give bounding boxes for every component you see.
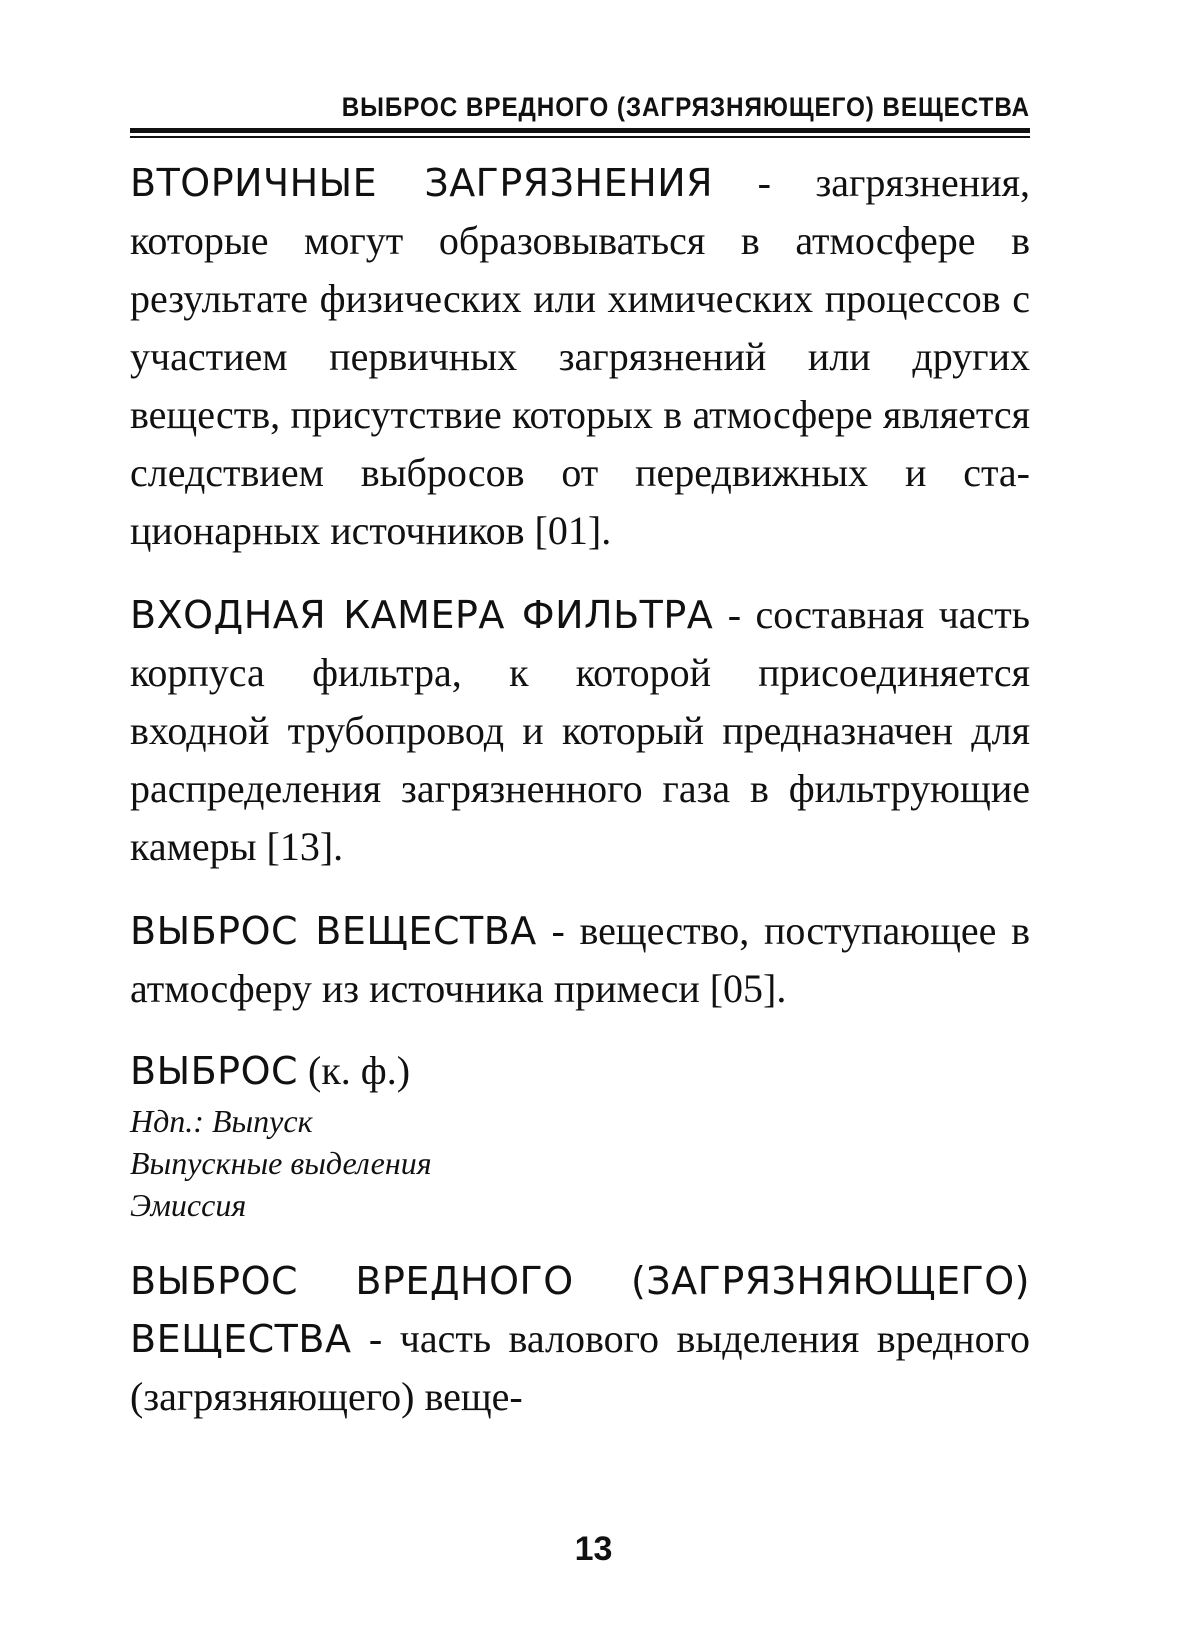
entry-qualifier: (к. ф.) xyxy=(298,1048,411,1093)
entry-term: ВЫБРОС ВЕЩЕСТВА xyxy=(130,909,537,953)
entry-dash: - xyxy=(713,160,816,205)
entry-secondary-pollution xyxy=(130,154,1030,560)
header-rule-thick xyxy=(130,128,1030,133)
synonym-item: Эмиссия xyxy=(130,1187,247,1223)
synonym-list xyxy=(130,1100,1030,1226)
entry-heading xyxy=(130,1042,1030,1100)
entry-term: ВТОРИЧНЫЕ ЗАГРЯЗНЕНИЯ xyxy=(130,161,714,205)
entry-dash: - xyxy=(536,908,580,953)
entry-dash: - xyxy=(713,592,756,637)
entry-definition: загрязнения, которые могут образовываться в атмосфере в результате физических или химических процессов с участием первичных загрязнений или других веществ, присутствие которых в атмосфере является следствием выбросов от передвижных и стационарных источников [01]. xyxy=(130,160,1030,553)
entry-definition: составная часть корпуса фильтра, к которой присоединяется входной трубопровод и который предназначен для распределения загрязненного газа в фильтрующие камеры [13]. xyxy=(130,592,1030,869)
entry-term: ВХОДНАЯ КАМЕРА ФИЛЬТРА xyxy=(130,593,714,637)
running-head: ВЫБРОС ВРЕДНОГО (ЗАГРЯЗНЯЮЩЕГО) ВЕЩЕСТВА xyxy=(341,92,1030,122)
entry-filter-inlet-chamber xyxy=(130,586,1030,876)
header-rule-thin xyxy=(130,136,1030,138)
entry-term: ВЫБРОС xyxy=(130,1049,299,1093)
entry-harmful-substance-emission xyxy=(130,1252,1030,1426)
synonym-item: Ндп.: Выпуск xyxy=(130,1103,313,1139)
entry-definition: вещество, поступающее в атмосферу из источника примеси [05]. xyxy=(130,908,1030,1011)
entry-substance-emission xyxy=(130,902,1030,1018)
entry-emission-keyword xyxy=(130,1042,1030,1226)
entry-dash: - xyxy=(351,1316,400,1361)
entry-definition: часть валового выделения вредного (загрязняющего) веще- xyxy=(130,1316,1031,1419)
entry-term: ВЫБРОС ВРЕДНОГО (ЗАГРЯЗНЯЮЩЕГО) ВЕЩЕСТВА xyxy=(130,1259,1030,1361)
page-number: 13 xyxy=(574,1530,613,1568)
synonym-item: Выпускные выделения xyxy=(130,1145,432,1181)
dictionary-page xyxy=(130,90,1030,1426)
